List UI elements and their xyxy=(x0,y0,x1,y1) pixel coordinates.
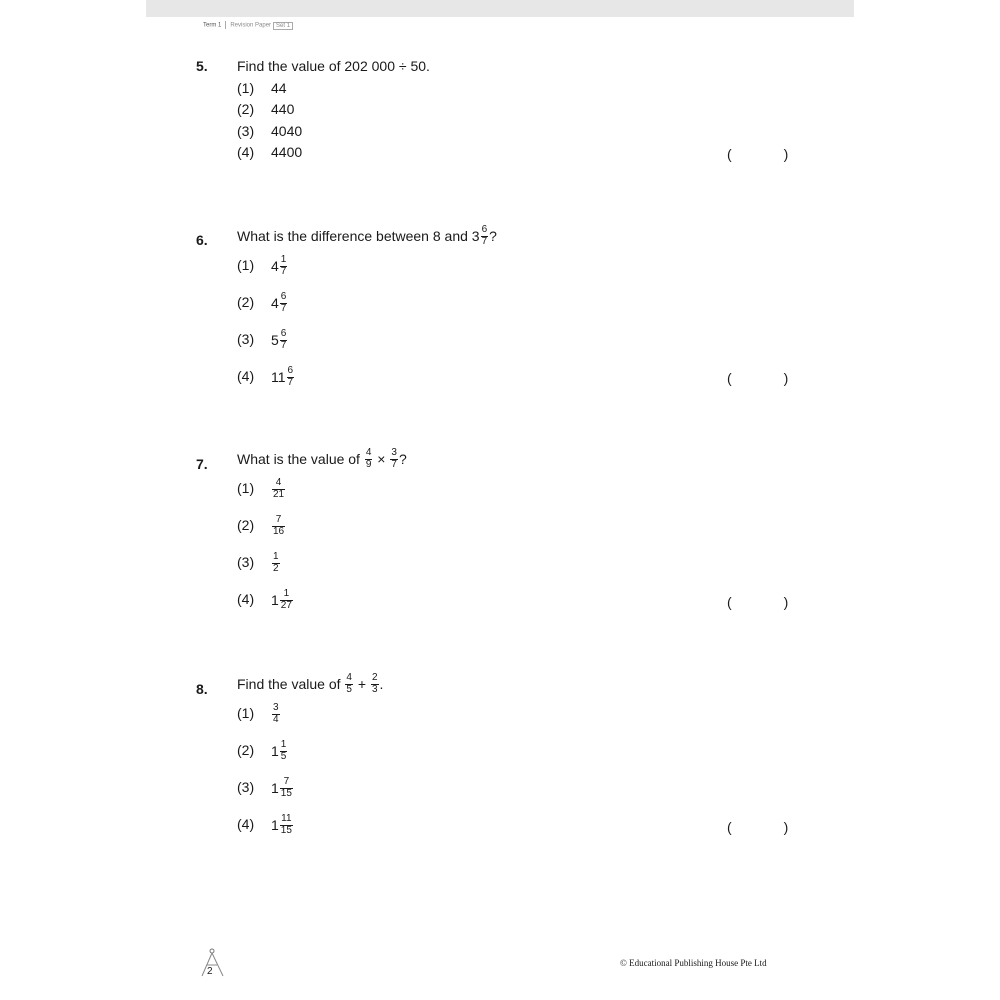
paper-label: Revision Paper xyxy=(230,22,272,29)
question-7 xyxy=(196,448,806,618)
option-2[interactable]: (2) $\frac{7}{16}$ xyxy=(237,514,285,537)
question-8 xyxy=(196,673,806,843)
option-1[interactable]: (1) $\frac{3}{4}$ xyxy=(237,702,279,725)
option-2[interactable]: (2) 4 $\frac{6}{7}$ xyxy=(237,291,287,314)
answer-bracket[interactable]: ( ) xyxy=(727,819,789,835)
question-text: What is the difference between 8 and 3 $\frac{6}{7}$ ? xyxy=(237,224,497,247)
question-text: What is the value of $\frac{4}{9}$ × $\frac{3}{7}$ ? xyxy=(237,447,407,470)
option-3[interactable]: (3) $\frac{1}{2}$ xyxy=(237,551,279,574)
option-2[interactable]: (2) 440 xyxy=(237,101,295,117)
running-header xyxy=(203,21,293,29)
set-label: Set 1 xyxy=(273,22,293,30)
option-4[interactable]: (4) 1 $\frac{11}{15}$ xyxy=(237,813,292,836)
question-5 xyxy=(196,58,806,168)
option-1[interactable]: (1) 4 $\frac{1}{7}$ xyxy=(237,254,287,277)
compass-logo-icon xyxy=(196,946,230,980)
option-3[interactable]: (3) 5 $\frac{6}{7}$ xyxy=(237,328,287,351)
question-6 xyxy=(196,225,806,395)
answer-bracket[interactable]: ( ) xyxy=(727,146,789,162)
option-4[interactable]: (4) 4400 xyxy=(237,144,303,160)
option-2[interactable]: (2) 1 $\frac{1}{5}$ xyxy=(237,739,287,762)
question-number: 6. xyxy=(196,232,208,248)
option-3[interactable]: (3) 4040 xyxy=(237,123,303,139)
question-text: Find the value of $\frac{4}{5}$ + $\frac{2}{3}$ . xyxy=(237,672,384,695)
answer-bracket[interactable]: ( ) xyxy=(727,370,789,386)
question-text: Find the value of 202 000 ÷ 50. xyxy=(237,58,430,74)
option-3[interactable]: (3) 1 $\frac{7}{15}$ xyxy=(237,776,292,799)
copyright-text: © Educational Publishing House Pte Ltd xyxy=(620,958,767,968)
answer-bracket[interactable]: ( ) xyxy=(727,594,789,610)
top-bar xyxy=(146,0,854,17)
option-1[interactable]: (1) $\frac{4}{21}$ xyxy=(237,477,285,500)
page-number: 2 xyxy=(207,966,213,977)
question-number: 8. xyxy=(196,681,208,697)
option-1[interactable]: (1) 44 xyxy=(237,80,287,96)
option-4[interactable]: (4) 11 $\frac{6}{7}$ xyxy=(237,365,294,388)
option-4[interactable]: (4) 1 $\frac{1}{27}$ xyxy=(237,588,292,611)
question-number: 5. xyxy=(196,58,208,74)
term-label: Term 1 xyxy=(203,22,222,29)
question-number: 7. xyxy=(196,456,208,472)
